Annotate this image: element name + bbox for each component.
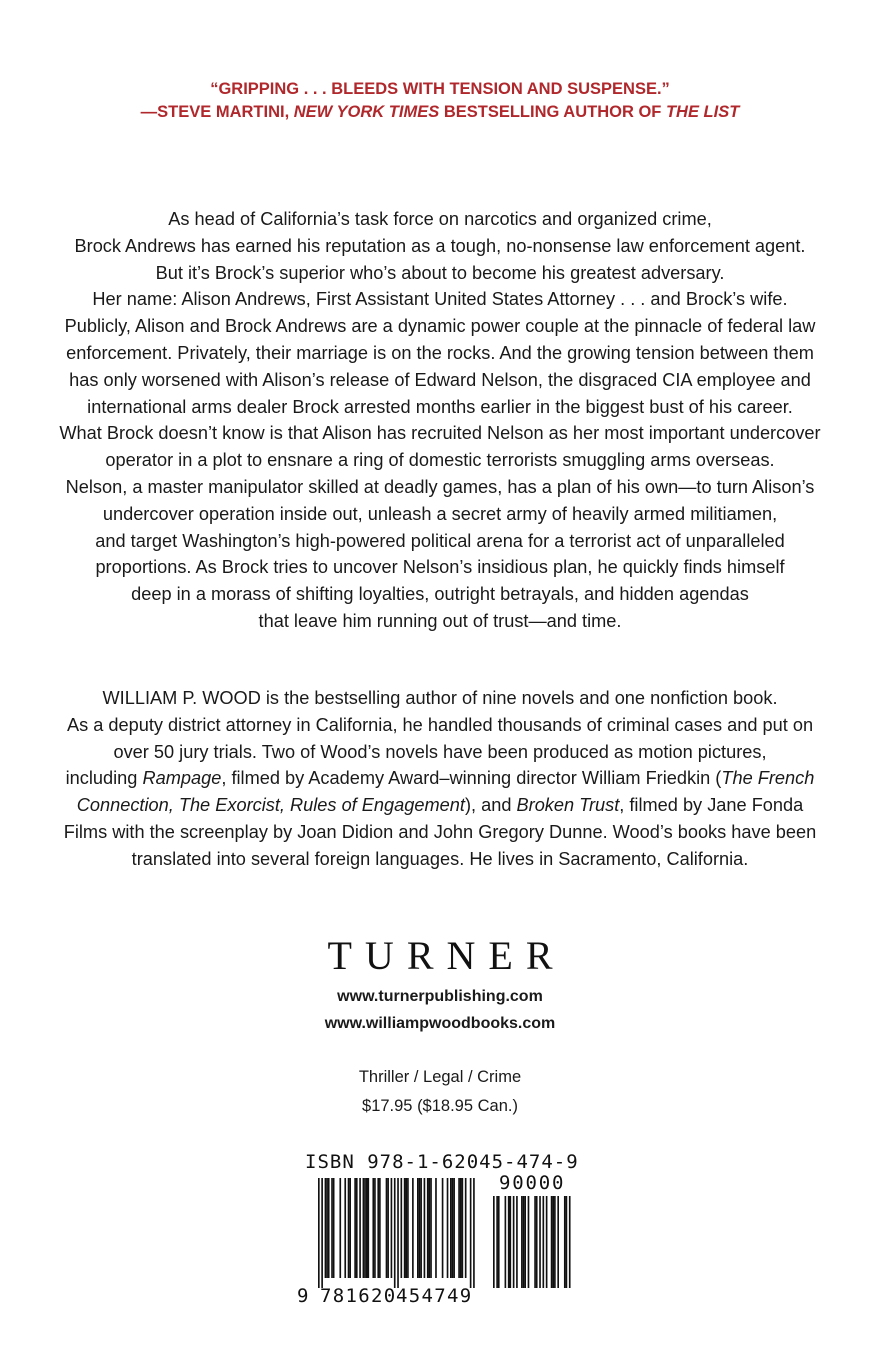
addon-bar: [513, 1196, 515, 1288]
description-line: proportions. As Brock tries to uncover Nelson’s insidious plan, he quickly finds himself: [95, 557, 785, 578]
film-title: Rampage: [142, 768, 222, 789]
publisher-url[interactable]: www.turnerpublishing.com: [337, 988, 543, 1005]
description-line: Her name: Alison Andrews, First Assistant United States Attorney . . . and Brock’s wife.: [92, 289, 788, 310]
addon-bar: [493, 1196, 495, 1288]
barcode-first-digit: 9: [297, 1285, 310, 1307]
film-title: Broken Trust: [516, 795, 620, 816]
addon-bar: [566, 1196, 568, 1288]
barcode-guard-bar: [470, 1178, 472, 1288]
barcode-bar: [328, 1178, 330, 1278]
addon-bar: [536, 1196, 538, 1288]
film-titles: Connection, The Exorcist, Rules of Engagement: [76, 795, 465, 816]
barcode-bar: [366, 1178, 368, 1278]
description-line: deep in a morass of shifting loyalties, outright betrayals, and hidden agendas: [131, 584, 749, 605]
bio-line: As a deputy district attorney in California, he handled thousands of criminal cases and put on: [66, 714, 814, 735]
bio-text: , filmed by Jane Fonda: [619, 795, 804, 816]
price-label: $17.95 ($18.95 Can.): [362, 1097, 518, 1115]
addon-bar: [524, 1196, 526, 1288]
addon-bar: [557, 1196, 559, 1288]
barcode-bar: [391, 1178, 393, 1278]
barcode-guard-bar: [394, 1178, 396, 1288]
description-line: Publicly, Alison and Brock Andrews are a dynamic power couple at the pinnacle of federal law: [64, 316, 816, 337]
barcode-bar: [377, 1178, 379, 1278]
barcode-bar: [460, 1178, 462, 1278]
barcode-bar: [333, 1178, 335, 1278]
barcode-bar: [462, 1178, 464, 1278]
addon-bar: [546, 1196, 548, 1288]
description-line: operator in a plot to ensnare a ring of domestic terrorists smuggling arms overseas.: [105, 450, 775, 471]
barcode-bar: [356, 1178, 358, 1278]
barcode-bar: [325, 1178, 327, 1278]
barcode-bar: [379, 1178, 381, 1278]
barcode-bar: [372, 1178, 374, 1278]
barcode-bar: [430, 1178, 432, 1278]
barcode-bar: [419, 1178, 421, 1278]
barcode-guard-bar: [473, 1178, 475, 1288]
barcode-bar: [407, 1178, 409, 1278]
barcode-guard-bar: [397, 1178, 399, 1288]
description-line: Nelson, a master manipulator skilled at deadly games, has a plan of his own—to turn Alison’s: [65, 476, 815, 497]
addon-bar: [539, 1196, 541, 1288]
barcode-bar: [450, 1178, 452, 1278]
barcode-bar: [359, 1178, 361, 1278]
addon-bar: [496, 1196, 498, 1288]
barcode-bar: [404, 1178, 406, 1278]
barcode-bar: [405, 1178, 407, 1278]
addon-bar: [523, 1196, 525, 1288]
addon-bar: [534, 1196, 536, 1288]
attribution-author: —STEVE MARTINI,: [140, 103, 294, 121]
bio-line: Films with the screenplay by Joan Didion and John Gregory Dunne. Wood’s books have been: [63, 821, 817, 842]
addon-bar: [498, 1196, 500, 1288]
bio-line: WILLIAM P. WOOD is the bestselling author of nine novels and one nonfiction book.: [102, 688, 778, 708]
barcode-guard-bar: [321, 1178, 323, 1288]
barcode-bar: [326, 1178, 328, 1278]
barcode-bar: [452, 1178, 454, 1278]
blurb-quote: “GRIPPING . . . BLEEDS WITH TENSION AND SUSPENSE.”: [210, 80, 670, 98]
bio-text: including: [65, 768, 143, 789]
description-line: international arms dealer Brock arrested months earlier in the biggest bust of his career.: [87, 396, 793, 417]
publisher-logo: TURNER: [327, 933, 566, 978]
barcode-bar: [339, 1178, 341, 1278]
description-line: undercover operation inside out, unleash a secret army of heavily armed militiamen,: [102, 503, 778, 524]
addon-bar: [554, 1196, 556, 1288]
author-bio: [14, 685, 866, 873]
barcode-bar: [458, 1178, 460, 1278]
barcode-bar: [348, 1178, 350, 1278]
barcode-bar: [331, 1178, 333, 1278]
barcode-bar: [368, 1178, 370, 1278]
addon-bar: [510, 1196, 512, 1288]
barcode-bar: [354, 1178, 356, 1278]
author-website-url[interactable]: www.williampwoodbooks.com: [324, 1015, 556, 1032]
bio-line: [14, 792, 866, 819]
addon-bar: [528, 1196, 530, 1288]
description-line: Brock Andrews has earned his reputation as a tough, no-nonsense law enforcement agent.: [74, 235, 806, 256]
description-line: But it’s Brock’s superior who’s about to become his greatest adversary.: [155, 262, 725, 283]
attribution-text: BESTSELLING AUTHOR OF: [439, 103, 666, 121]
review-blurb: [0, 78, 880, 124]
barcode-bar: [427, 1178, 429, 1278]
bio-line: [14, 765, 866, 792]
barcode-guard-bar: [318, 1178, 320, 1288]
description-line: What Brock doesn’t know is that Alison has recruited Nelson as her most important undercover: [59, 423, 821, 444]
attribution-publication: NEW YORK TIMES: [293, 103, 440, 121]
barcode-bar: [364, 1178, 366, 1278]
barcode-bar: [424, 1178, 426, 1278]
bio-line: over 50 jury trials. Two of Wood’s novels have been produced as motion pictures,: [113, 741, 767, 762]
attribution-book-title: THE LIST: [665, 103, 740, 121]
barcode-bar: [435, 1178, 437, 1278]
blurb-attribution: [0, 101, 880, 124]
barcode-bar: [412, 1178, 414, 1278]
barcode-right-digits: 454749: [396, 1285, 473, 1307]
barcode-bar: [387, 1178, 389, 1278]
barcode-bar: [363, 1178, 365, 1278]
addon-bar: [505, 1196, 507, 1288]
bio-line: translated into several foreign languages. He lives in Sacramento, California.: [131, 848, 749, 869]
addon-bar: [569, 1196, 571, 1288]
barcode-bar: [447, 1178, 449, 1278]
bio-text: ), and: [464, 795, 517, 816]
addon-bar: [516, 1196, 518, 1288]
description-line: that leave him running out of trust—and time.: [258, 610, 622, 631]
addon-bar: [508, 1196, 510, 1288]
film-title: The French: [721, 768, 815, 789]
barcode-bar: [386, 1178, 388, 1278]
barcode-left-digits: 781620: [320, 1285, 397, 1307]
addon-bar: [551, 1196, 553, 1288]
barcode-bar: [344, 1178, 346, 1278]
book-description: [14, 206, 866, 635]
barcode-bar: [420, 1178, 422, 1278]
addon-bar: [543, 1196, 545, 1288]
barcode-bar: [453, 1178, 455, 1278]
barcode-bar: [374, 1178, 376, 1278]
bio-text: , filmed by Academy Award–winning director William Friedkin (: [221, 768, 722, 789]
genre-label: Thriller / Legal / Crime: [358, 1068, 522, 1086]
barcode-bar: [401, 1178, 403, 1278]
description-line: has only worsened with Alison’s release of Edward Nelson, the disgraced CIA employee and: [69, 369, 811, 390]
barcode-bar: [442, 1178, 444, 1278]
addon-bar: [521, 1196, 523, 1288]
barcode-bar: [417, 1178, 419, 1278]
barcode-bar: [349, 1178, 351, 1278]
description-line: and target Washington’s high-powered political arena for a terrorist act of unparalleled: [95, 530, 785, 551]
isbn-label: ISBN 978-1-62045-474-9: [305, 1151, 579, 1173]
barcode-bar: [429, 1178, 431, 1278]
barcode-bar: [465, 1178, 467, 1278]
barcode-addon-digits: 90000: [499, 1172, 566, 1194]
description-line: enforcement. Privately, their marriage is on the rocks. And the growing tension between them: [66, 342, 814, 363]
addon-bar: [552, 1196, 554, 1288]
addon-bar: [564, 1196, 566, 1288]
description-line: As head of California’s task force on narcotics and organized crime,: [168, 209, 712, 229]
